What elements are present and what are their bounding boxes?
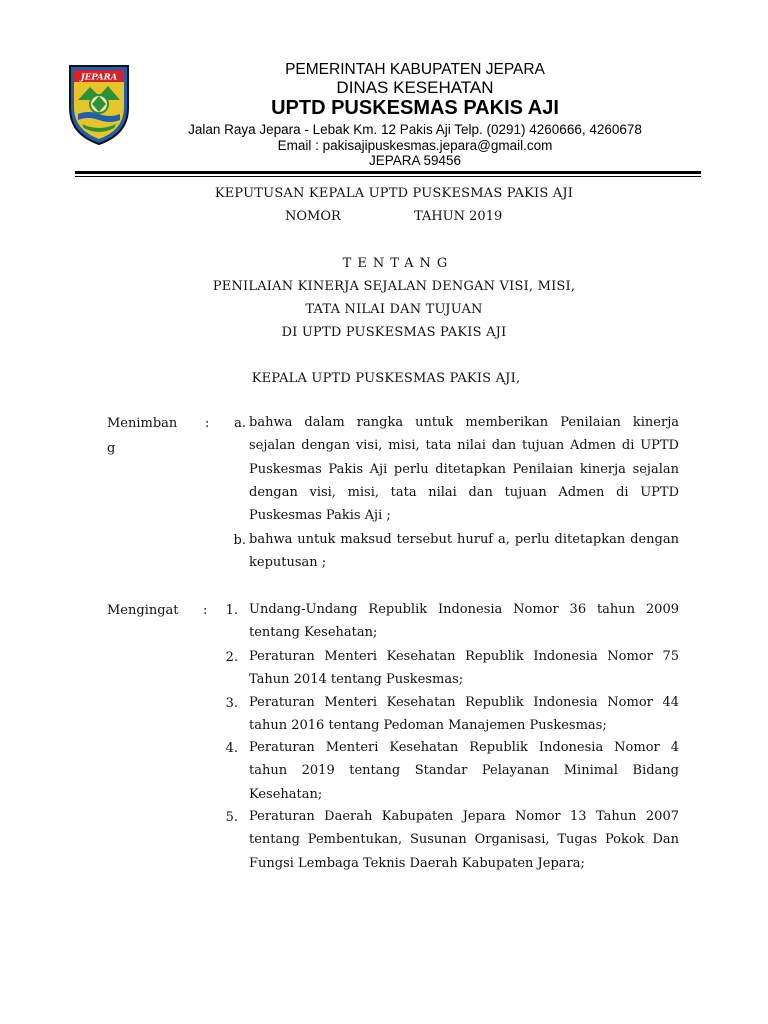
recalling-marker-1: 1. xyxy=(225,603,238,618)
recalling-marker-4: 4. xyxy=(225,741,238,756)
recalling-item-1: Undang-Undang Republik Indonesia Nomor 36 tahun 2009 tentang Kesehatan; xyxy=(249,602,679,641)
subject-line-2: TATA NILAI DAN TUJUAN xyxy=(305,302,483,317)
about-heading: TENTANG xyxy=(342,256,454,271)
letterhead-department: DINAS KESEHATAN xyxy=(336,78,494,97)
letterhead-city: JEPARA 59456 xyxy=(368,153,462,168)
considering-marker-a: a. xyxy=(234,416,246,431)
considering-item-a: bahwa dalam rangka untuk memberikan Penilaian kinerja sejalan dengan visi, misi, tata nilai dan tujuan Admen di UPTD Puskesmas Pakis Aji perlu ditetapkan Penilaian kinerja sejalan dengan visi, misi, tata nilai dan tujuan Admen di UPTD Puskesmas Pakis Aji ; xyxy=(249,415,679,524)
decree-heading: KEPUTUSAN KEPALA UPTD PUSKESMAS PAKIS AJI xyxy=(214,186,574,201)
considering-label: Menimban xyxy=(107,416,178,431)
svg-text:JEPARA: JEPARA xyxy=(80,72,118,83)
subject-line-1: PENILAIAN KINERJA SEJALAN DENGAN VISI, MISI, xyxy=(212,279,576,294)
recalling-colon: : xyxy=(203,603,208,618)
considering-colon: : xyxy=(205,416,210,431)
letterhead-government: PEMERINTAH KABUPATEN JEPARA xyxy=(285,61,545,78)
letterhead-divider-thick xyxy=(75,171,701,174)
recalling-marker-3: 3. xyxy=(225,696,238,711)
letterhead-email: Email : pakisajipuskesmas.jepara@gmail.com xyxy=(277,138,553,153)
letterhead-divider-thin xyxy=(75,176,701,177)
decree-number-label: NOMOR xyxy=(285,209,341,224)
subject-line-3: DI UPTD PUSKESMAS PAKIS AJI xyxy=(281,325,507,340)
recalling-item-3: Peraturan Menteri Kesehatan Republik Indonesia Nomor 44 tahun 2016 tentang Pedoman Manajemen Puskesmas; xyxy=(249,695,679,734)
letterhead-address: Jalan Raya Jepara - Lebak Km. 12 Pakis Aji Telp. (0291) 4260666, 4260678 xyxy=(188,122,642,137)
recalling-label: Mengingat xyxy=(107,603,179,618)
jepara-regency-emblem xyxy=(66,60,132,146)
recalling-marker-2: 2. xyxy=(225,650,238,665)
considering-marker-b: b. xyxy=(233,533,246,548)
considering-item-b: bahwa untuk maksud tersebut huruf a, perlu ditetapkan dengan keputusan ; xyxy=(249,532,679,571)
letterhead-institution: UPTD PUSKESMAS PAKIS AJI xyxy=(271,97,559,119)
recalling-item-5: Peraturan Daerah Kabupaten Jepara Nomor 13 Tahun 2007 tentang Pembentukan, Susunan Organisasi, Tugas Pokok Dan Fungsi Lembaga Teknis Daerah Kabupaten Jepara; xyxy=(249,809,679,871)
considering-label-wrap: g xyxy=(107,441,116,456)
recalling-item-4: Peraturan Menteri Kesehatan Republik Indonesia Nomor 4 tahun 2019 tentang Standar Pelayanan Minimal Bidang Kesehatan; xyxy=(249,740,679,802)
recalling-item-2: Peraturan Menteri Kesehatan Republik Indonesia Nomor 75 Tahun 2014 tentang Puskesmas; xyxy=(249,649,679,688)
decree-year: TAHUN 2019 xyxy=(414,209,503,224)
recalling-marker-5: 5. xyxy=(225,810,238,825)
issuing-official: KEPALA UPTD PUSKESMAS PAKIS AJI, xyxy=(251,371,521,386)
